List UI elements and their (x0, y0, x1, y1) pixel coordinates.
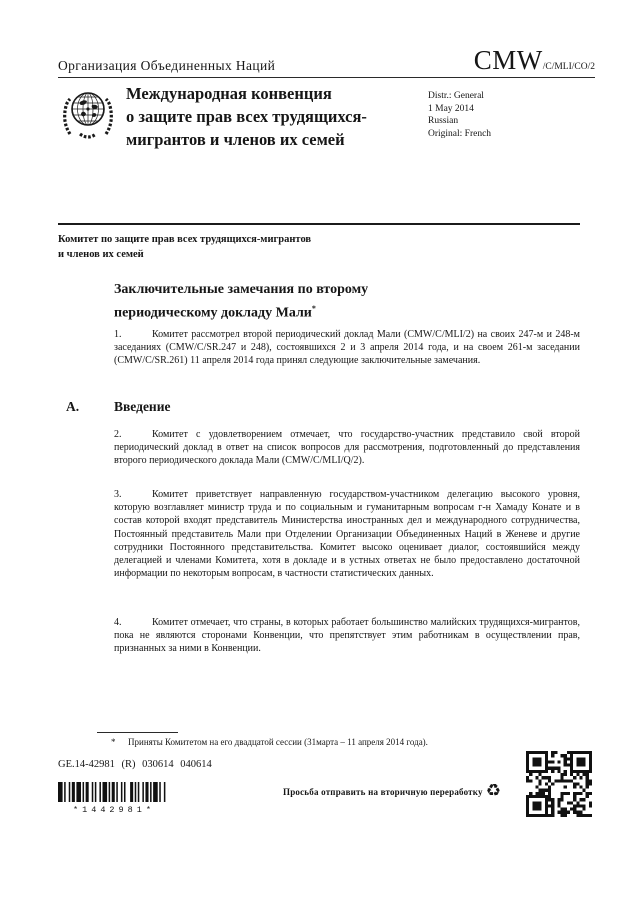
document-symbol (474, 45, 595, 76)
paragraph-2 (114, 428, 580, 468)
convention-title-line: Международная конвенция (126, 84, 332, 103)
org-name: Организация Объединенных Наций (58, 58, 276, 73)
distr-date: 1 May 2014 (428, 103, 474, 114)
paragraph-number: 3. (114, 489, 122, 500)
distr-original: Original: French (428, 128, 492, 139)
paragraph-number: 1. (114, 329, 122, 340)
recycle-icon: ♻ (485, 781, 502, 801)
paragraph-1 (114, 328, 580, 368)
document-title-line: периодическому докладу Мали* (114, 303, 316, 321)
distr-type: Distr.: General (428, 91, 484, 101)
un-emblem-icon (54, 82, 122, 151)
document-title-line: Заключительные замечания по второму (114, 282, 369, 297)
document-symbol-main: CMW (473, 45, 543, 75)
paragraph-number: 4. (114, 617, 122, 628)
barcode (58, 782, 170, 815)
header-rule (58, 77, 595, 78)
footnote-rule (97, 732, 178, 733)
convention-title-line: о защите прав всех трудящихся- (126, 107, 367, 126)
recycle-text: Просьба отправить на вторичную переработку (283, 786, 483, 797)
paragraph-text: Комитет отмечает, что страны, в которых работает большинство малийских трудящихся-мигрантов, пока не являются сторонами Конвенции, что препятствует этим работникам в осуществлении прав, признанных за ними в Конвенции. (114, 617, 580, 655)
convention-title-line: мигрантов и членов их семей (126, 130, 345, 149)
barcode-label: *1442981* (73, 805, 155, 815)
paragraph-text: Комитет рассмотрел второй периодический доклад Мали (CMW/C/MLI/2) на своих 247-м и 248-м заседаниях (CMW/C/SR.247 и 248), состоявшихся 2 и 3 апреля 2014 года, и на своем 261-м заседании (CMW/C/SR.261) 11 апреля 2014 года принял следующие заключительные замечания. (114, 329, 580, 367)
recycle-notice (283, 783, 501, 800)
footnote-reference-marker: * (311, 303, 316, 313)
paragraph-4 (114, 616, 580, 656)
paragraph-number: 2. (114, 429, 122, 440)
section-label: А. (66, 399, 80, 414)
footnote-text: Приняты Комитетом на его двадцатой сессии (31марта – 11 апреля 2014 года). (128, 737, 428, 747)
committee-name (58, 233, 311, 262)
document-symbol-suffix: /C/MLI/CO/2 (542, 62, 595, 72)
paragraph-3 (114, 488, 580, 580)
distribution-block (428, 90, 491, 140)
committee-name-line: Комитет по защите прав всех трудящихся-мигрантов (58, 234, 312, 245)
committee-name-line: и членов их семей (58, 248, 144, 260)
section-rule (58, 223, 580, 225)
convention-title (126, 82, 367, 151)
section-heading-a (66, 399, 170, 415)
ge-document-number: GE.14-42981 (R) 030614 040614 (58, 759, 212, 770)
distr-language: Russian (428, 116, 459, 126)
document-title (114, 281, 494, 323)
paragraph-text: Комитет приветствует направленную государством-участником делегацию высокого уровня, которую возглавляет министр труда и по социальным и гуманитарным вопросам г-н Хамаду Конате и в состав которой входят представитель Министерства иностранных дел и международного сотрудничества, Постоянный представитель Мали при Отделении Организации Объединенных Наций в Женеве и другие сотрудники Постоянного представительства. Комитет высоко оценивает диалог, состоявшийся между делегацией и членами Комитета, хотя в докладе и в устных ответах не было предоставлено достаточной информации по некоторым вопросам, в частности статистических данных. (114, 489, 580, 580)
section-title: Введение (114, 399, 171, 414)
paragraph-text: Комитет с удовлетворением отмечает, что государство-участник представило свой второй периодический доклад в ответ на список вопросов для рассмотрения, подготовленный до представления второго периодического доклада Мали (CMW/C/MLI/Q/2). (114, 429, 580, 467)
footnote-marker: * (111, 737, 116, 747)
qr-code (526, 751, 592, 817)
footnote (111, 737, 541, 747)
